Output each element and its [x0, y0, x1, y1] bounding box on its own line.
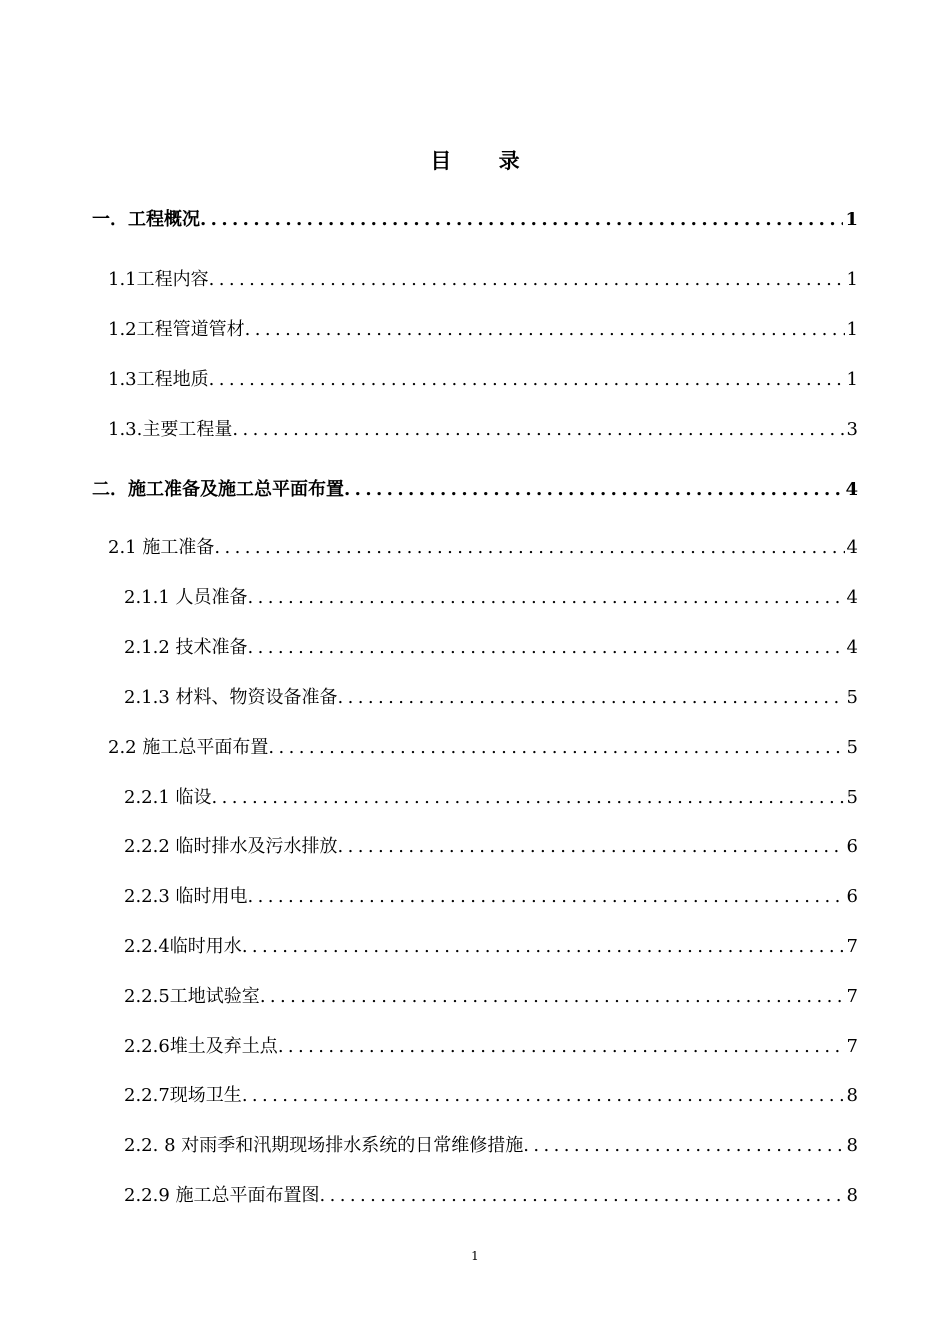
toc-entry-1-3-quantities[interactable] [108, 416, 858, 444]
toc-entry-1-1[interactable] [108, 266, 858, 294]
dot-leader [232, 416, 844, 444]
toc-entry-2-2-1[interactable] [124, 784, 858, 812]
toc-entry-label: 2.1.3 材料、物资设备准备 [124, 687, 338, 708]
toc-entry-2-1-2[interactable] [124, 634, 858, 662]
toc-entry-2-1[interactable] [108, 534, 858, 562]
toc-entry-label: 1.3.主要工程量 [108, 419, 233, 440]
dot-leader [242, 933, 845, 961]
dot-leader [242, 1082, 845, 1110]
toc-entry-label: 1.1工程内容 [108, 269, 209, 290]
dot-leader [209, 266, 845, 294]
toc-entry-page: 7 [846, 1036, 858, 1057]
toc-entry-2-1-3[interactable] [124, 684, 858, 712]
dot-leader [209, 366, 845, 394]
toc-entry-2-2-8[interactable] [124, 1132, 858, 1160]
toc-entry-label: 2.2.3 临时用电 [124, 886, 248, 907]
page-number: 1 [471, 1249, 479, 1263]
toc-entry-label: 二．施工准备及施工总平面布置 [92, 479, 344, 500]
toc-entry-label: 2.1.1 人员准备 [124, 587, 248, 608]
toc-entry-page: 8 [846, 1135, 858, 1156]
dot-leader [200, 206, 843, 234]
toc-entry-page: 8 [846, 1185, 858, 1206]
toc-entry-label: 2.2 施工总平面布置 [108, 737, 269, 758]
toc-entry-page: 5 [846, 737, 858, 758]
dot-leader [278, 1033, 845, 1061]
dot-leader [214, 534, 844, 562]
toc-title: 目 录 [430, 148, 540, 173]
dot-leader [338, 833, 845, 861]
toc-entry-page: 5 [846, 687, 858, 708]
toc-entry-label: 1.2工程管道管材 [108, 319, 245, 340]
dot-leader [248, 634, 845, 662]
toc-entry-label: 2.2.7现场卫生 [124, 1085, 242, 1106]
toc-entry-2-2[interactable] [108, 734, 858, 762]
dot-leader [320, 1182, 845, 1210]
toc-entry-2-2-4[interactable] [124, 933, 858, 961]
toc-entry-page: 7 [846, 986, 858, 1007]
toc-entry-2-2-9[interactable] [124, 1182, 858, 1210]
toc-entry-page: 8 [846, 1085, 858, 1106]
toc-entry-page: 6 [846, 836, 858, 857]
toc-entry-label: 2.2.1 临设 [124, 787, 212, 808]
toc-entry-label: 1.3工程地质 [108, 369, 209, 390]
toc-entry-page: 1 [846, 319, 858, 340]
dot-leader [248, 883, 845, 911]
dot-leader [260, 983, 845, 1011]
toc-entry-page: 5 [846, 787, 858, 808]
toc-entry-label: 2.2. 8 对雨季和汛期现场排水系统的日常维修措施 [124, 1135, 524, 1156]
toc-entry-page: 4 [846, 537, 858, 558]
dot-leader [212, 784, 845, 812]
toc-entry-1-2[interactable] [108, 316, 858, 344]
toc-entry-label: 2.2.6堆土及弃土点 [124, 1036, 278, 1057]
toc-entry-2-2-5[interactable] [124, 983, 858, 1011]
toc-entry-page: 7 [846, 936, 858, 957]
toc-entry-page: 6 [846, 886, 858, 907]
toc-entry-page: 4 [846, 637, 858, 658]
dot-leader [245, 316, 845, 344]
toc-entry-2-2-2[interactable] [124, 833, 858, 861]
toc-entry-2-1-1[interactable] [124, 584, 858, 612]
toc-entry-label: 2.2.5工地试验室 [124, 986, 260, 1007]
dot-leader [268, 734, 844, 762]
dot-leader [248, 584, 845, 612]
toc-entry-label: 2.2.2 临时排水及污水排放 [124, 836, 338, 857]
toc-entry-2[interactable] [92, 476, 858, 504]
toc-entry-1[interactable] [92, 206, 858, 234]
toc-entry-page: 3 [846, 419, 858, 440]
toc-entry-1-3[interactable] [108, 366, 858, 394]
toc-entry-2-2-3[interactable] [124, 883, 858, 911]
toc-entry-page: 1 [846, 369, 858, 390]
toc-entry-label: 一．工程概况 [92, 209, 200, 230]
toc-entry-label: 2.2.9 施工总平面布置图 [124, 1185, 320, 1206]
dot-leader [344, 476, 843, 504]
toc-entry-2-2-6[interactable] [124, 1033, 858, 1061]
toc-entry-page: 4 [845, 479, 858, 500]
toc-entry-label: 2.1.2 技术准备 [124, 637, 248, 658]
dot-leader [338, 684, 845, 712]
toc-entry-label: 2.1 施工准备 [108, 537, 215, 558]
toc-entry-page: 1 [845, 209, 858, 230]
toc-entry-2-2-7[interactable] [124, 1082, 858, 1110]
dot-leader [523, 1132, 844, 1160]
toc-entry-page: 1 [846, 269, 858, 290]
toc-entry-page: 4 [846, 587, 858, 608]
toc-entry-label: 2.2.4临时用水 [124, 936, 242, 957]
